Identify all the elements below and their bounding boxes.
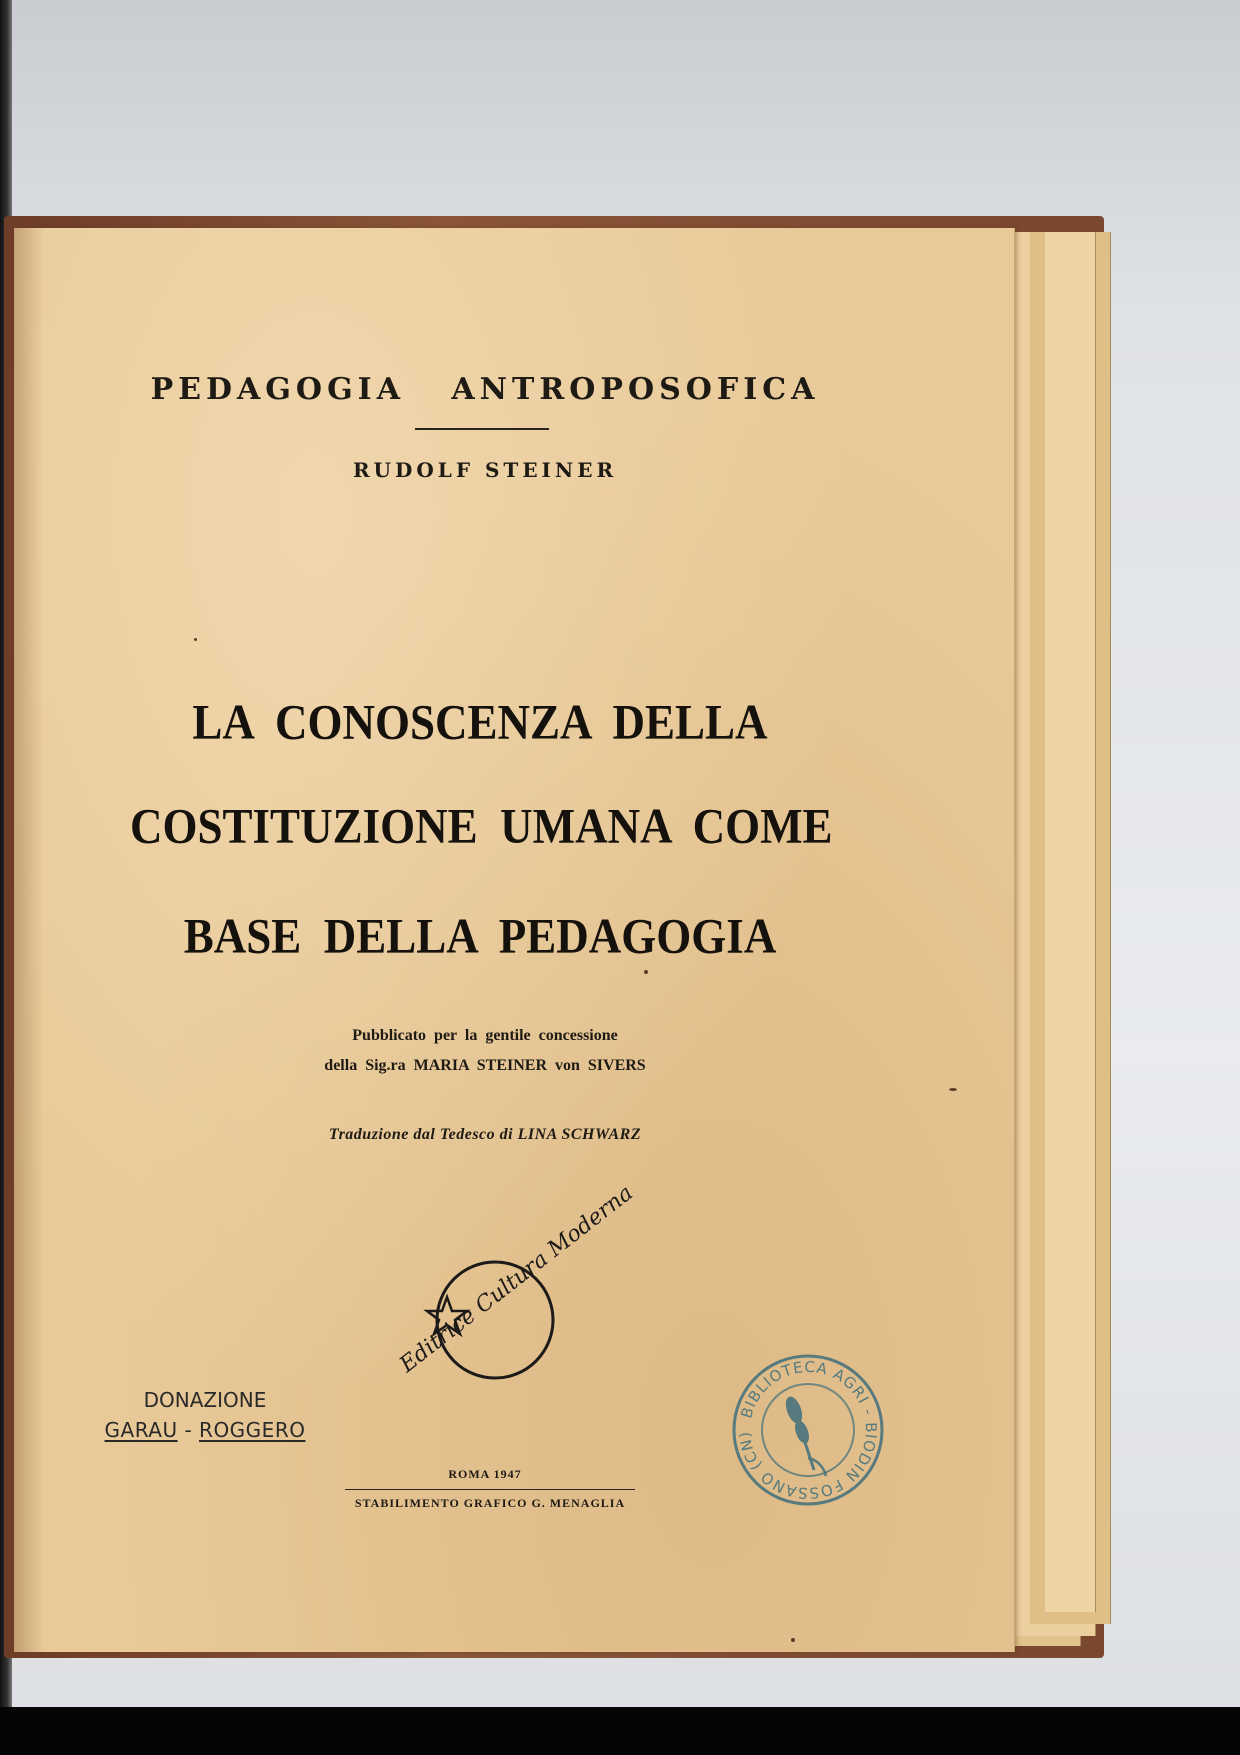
donor-name: ROGGERO <box>199 1418 306 1442</box>
library-stamp <box>728 1350 888 1510</box>
imprint-city-year: ROMA 1947 <box>448 1467 522 1481</box>
scanner-bottom-edge <box>0 1707 1240 1755</box>
svg-text:Editrice Cultura Moderna: Editrice Cultura Moderna <box>395 1180 638 1378</box>
book-title-line-2: COSTITUZIONE UMANA COME <box>130 798 833 854</box>
concession-line-1: Pubblicato per la gentile concessione <box>352 1027 618 1044</box>
translation-credit <box>240 1126 730 1144</box>
donation-stamp <box>90 1385 320 1445</box>
concession-line-2: della Sig.ra MARIA STEINER von SIVERS <box>324 1057 646 1074</box>
book-title-line-1: LA CONOSCENZA DELLA <box>192 694 768 750</box>
series-title: PEDAGOGIA ANTROPOSOFICA <box>150 372 820 407</box>
imprint-divider <box>345 1489 635 1490</box>
page-edge <box>1045 232 1096 1612</box>
paper-speck <box>644 970 648 974</box>
donor-separator: - <box>177 1418 200 1442</box>
book-title-line-3: BASE DELLA PEDAGOGIA <box>183 908 777 964</box>
paper-speck <box>949 1088 957 1091</box>
title-divider <box>415 428 549 430</box>
publisher-stamp <box>395 1180 638 1390</box>
donor-name: GARAU <box>104 1418 178 1442</box>
paper-speck <box>791 1638 795 1642</box>
svg-text:BIBLIOTECA AGRI - BIODIN FOSSA: BIBLIOTECA AGRI - BIODIN FOSSANO (CN) <box>735 1357 881 1503</box>
wheat-icon <box>783 1394 826 1476</box>
imprint-printer: STABILIMENTO GRAFICO G. MENAGLIA <box>354 1496 626 1510</box>
paper-speck <box>194 638 197 641</box>
translation-prefix: Traduzione dal Tedesco di <box>328 1126 518 1143</box>
author-name: RUDOLF STEINER <box>352 458 618 482</box>
donation-donors <box>90 1415 320 1445</box>
translator-name: LINA SCHWARZ <box>517 1126 642 1143</box>
donation-label: DONAZIONE <box>143 1388 267 1412</box>
